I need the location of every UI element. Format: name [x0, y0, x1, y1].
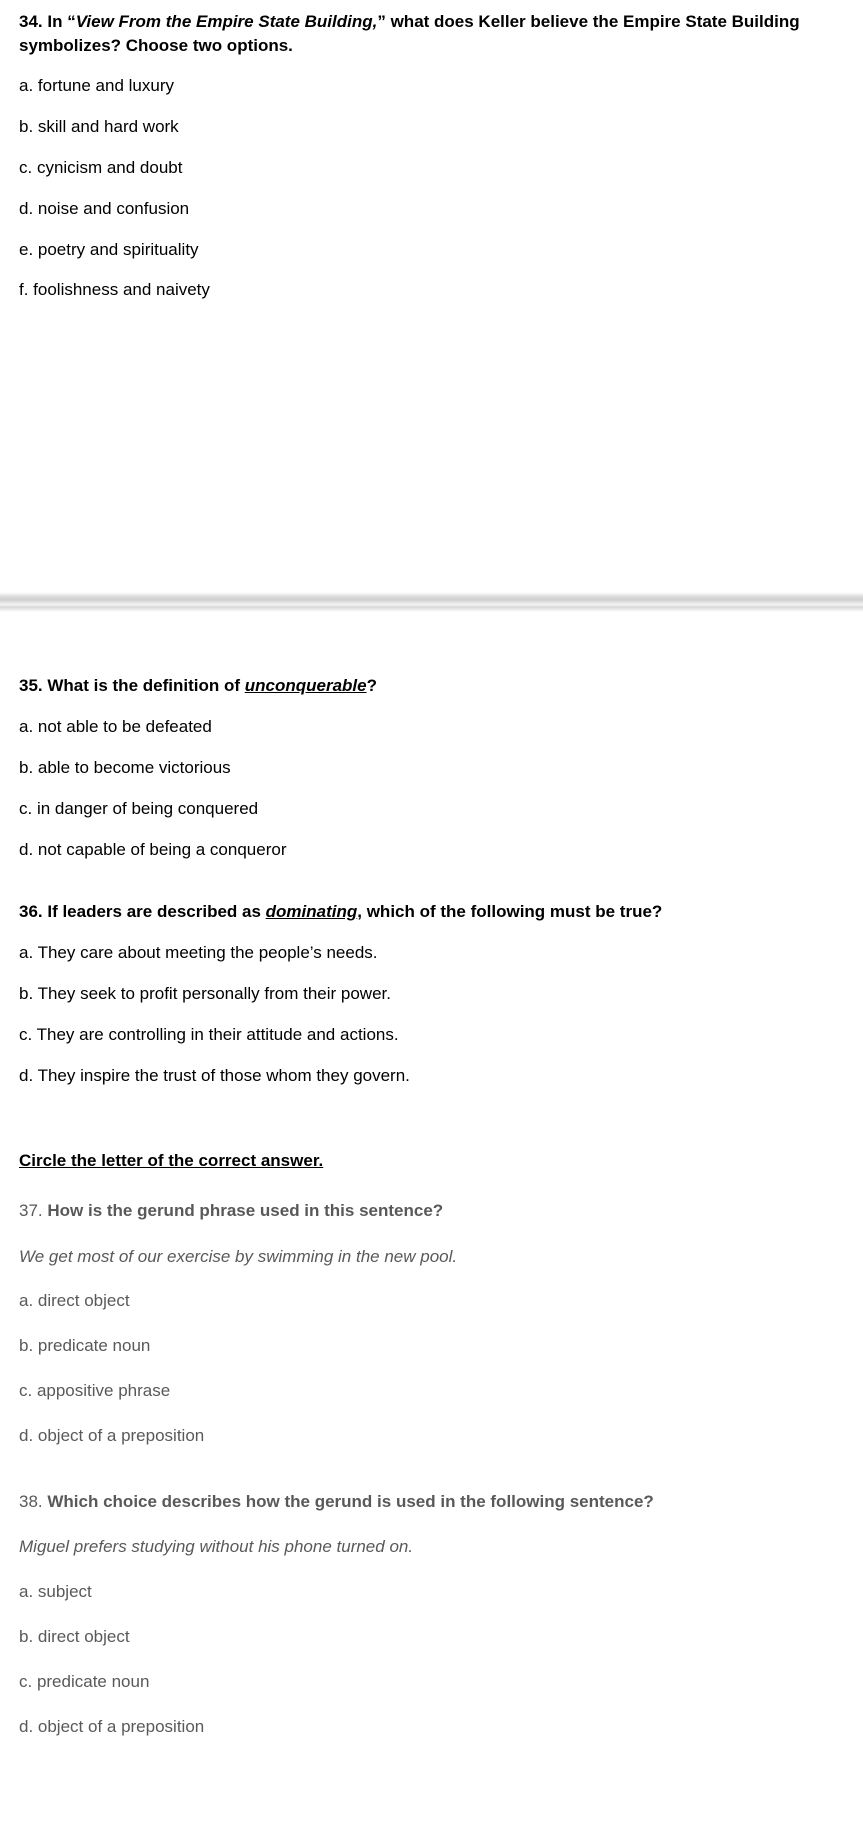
question-37-sentence: We get most of our exercise by swimming in the new pool. — [19, 1247, 458, 1266]
question-38-option-c[interactable]: c. predicate noun — [19, 1672, 150, 1691]
question-38-number: 38. — [19, 1492, 43, 1511]
question-36-vocab-word: dominating — [265, 902, 358, 921]
question-34-suffix: ” what does Keller believe the Empire State Building symbolizes? Choose two options. — [19, 12, 800, 55]
question-34-prefix: In “ — [47, 12, 76, 31]
question-35-suffix: ? — [366, 676, 377, 695]
question-38-option-a[interactable]: a. subject — [19, 1582, 92, 1601]
question-35-vocab-word: unconquerable — [244, 676, 367, 695]
question-36-suffix: , which of the following must be true? — [357, 902, 663, 921]
question-37-option-c[interactable]: c. appositive phrase — [19, 1381, 171, 1400]
question-35-prefix: 35. What is the definition of — [19, 676, 245, 695]
question-36-option-d[interactable]: d. They inspire the trust of those whom they govern. — [19, 1066, 410, 1085]
instruction-heading: Circle the letter of the correct answer. — [19, 1151, 324, 1170]
question-34-number: 34. — [19, 12, 43, 31]
question-35-option-a[interactable]: a. not able to be defeated — [19, 717, 212, 736]
question-35-option-c[interactable]: c. in danger of being conquered — [19, 799, 259, 818]
question-34-option-d[interactable]: d. noise and confusion — [19, 199, 190, 218]
question-37-number: 37. — [19, 1201, 43, 1220]
question-35-option-b[interactable]: b. able to become victorious — [19, 758, 231, 777]
question-37-option-d[interactable]: d. object of a preposition — [19, 1426, 205, 1445]
question-35-option-d[interactable]: d. not capable of being a conqueror — [19, 840, 287, 859]
question-34-option-c[interactable]: c. cynicism and doubt — [19, 158, 183, 177]
question-34-option-a[interactable]: a. fortune and luxury — [19, 76, 174, 95]
question-38-text: Which choice describes how the gerund is used in the following sentence? — [47, 1492, 654, 1511]
question-37-option-b[interactable]: b. predicate noun — [19, 1336, 151, 1355]
question-36-prefix: 36. If leaders are described as — [19, 902, 266, 921]
question-34-option-e[interactable]: e. poetry and spirituality — [19, 240, 199, 259]
question-37-text: How is the gerund phrase used in this sentence? — [47, 1201, 444, 1220]
question-38-sentence: Miguel prefers studying without his phone turned on. — [19, 1537, 414, 1556]
question-34-option-b[interactable]: b. skill and hard work — [19, 117, 179, 136]
question-36-option-a[interactable]: a. They care about meeting the people’s needs. — [19, 943, 378, 962]
question-36-option-b[interactable]: b. They seek to profit personally from their power. — [19, 984, 391, 1003]
question-34-title — [19, 10, 849, 58]
question-37-option-a[interactable]: a. direct object — [19, 1291, 130, 1310]
question-38-option-d[interactable]: d. object of a preposition — [19, 1717, 205, 1736]
question-34-work-title: View From the Empire State Building, — [75, 12, 378, 31]
question-38-title — [19, 1490, 849, 1514]
question-36-option-c[interactable]: c. They are controlling in their attitude and actions. — [19, 1025, 399, 1044]
question-34-option-f[interactable]: f. foolishness and naivety — [19, 280, 210, 299]
question-37-title — [19, 1199, 849, 1223]
question-38-option-b[interactable]: b. direct object — [19, 1627, 130, 1646]
question-36-title — [19, 900, 849, 924]
page-divider — [0, 592, 863, 612]
question-35-title — [19, 674, 849, 698]
